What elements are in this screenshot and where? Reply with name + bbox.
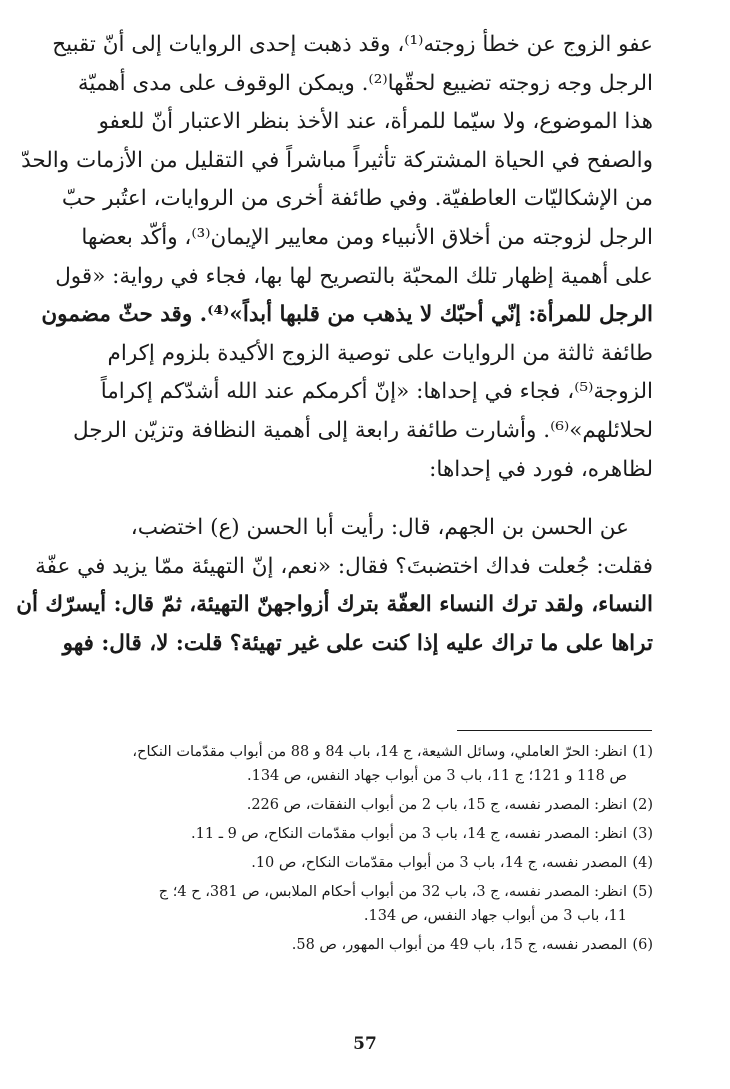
text-line: لظاهره، فورد في إحداها:	[429, 456, 653, 482]
footnote-number: (6)	[632, 937, 653, 953]
text-line: الزوجة⁽⁵⁾، فجاء في إحداها: «إنّ أكرمكم عند الله أشدّكم إكراماً	[100, 379, 653, 405]
text-line: الرجل للمرأة: إنّي أحبّك لا يذهب من قلبها أبداً»⁽⁴⁾. وقد حثّ مضمون	[41, 302, 653, 328]
footnote-number: (1)	[632, 744, 653, 760]
text-line: على أهمية إظهار تلك المحبّة بالتصريح لها بها، فجاء في رواية: «قول	[55, 263, 653, 289]
footnote-item	[78, 933, 653, 957]
footnote-item	[78, 880, 653, 928]
footnote-divider	[457, 730, 652, 731]
footnote-text: المصدر نفسه، ج 14، باب 3 من أبواب مقدّمات النكاح، ص 10.	[251, 855, 627, 871]
footnote-text: انظر: المصدر نفسه، ج 3، باب 32 من أبواب أحكام الملابس، ص 381، ح 4؛ ج	[158, 884, 627, 900]
text-line: فقلت: جُعلت فداك اختضبتَ؟ فقال: «نعم، إنّ التهيئة ممّا يزيد في عفّة	[35, 553, 653, 579]
footnote-text: ص 118 و 121؛ ج 11، باب 3 من أبواب جهاد النفس، ص 134.	[246, 768, 627, 784]
paragraph-2	[16, 509, 653, 663]
text-line: طائفة ثالثة من الروايات على توصية الزوج الأكيدة بلزوم إكرام	[107, 340, 653, 366]
text-line: عفو الزوج عن خطأ زوجته⁽¹⁾، وقد ذهبت إحدى الروايات إلى أنّ تقبيح	[52, 32, 653, 57]
footnote-text: 11، باب 3 من أبواب جهاد النفس، ص 134.	[363, 908, 627, 924]
footnote-text: انظر: الحرّ العاملي، وسائل الشيعة، ج 14، باب 84 و 88 من أبواب مقدّمات النكاح،	[132, 744, 627, 760]
text-line: الرجل وجه زوجته تضييع لحقّها⁽²⁾. ويمكن الوقوف على مدى أهميّة	[77, 70, 653, 96]
footnote-text: انظر: المصدر نفسه، ج 15، باب 2 من أبواب النفقات، ص 226.	[246, 797, 627, 813]
text-line: الرجل لزوجته من أخلاق الأنبياء ومن معايير الإيمان⁽³⁾، وأكّد بعضها	[81, 224, 653, 250]
footnote-item	[78, 822, 653, 846]
page-number: 57	[353, 1034, 377, 1054]
footnote-text: المصدر نفسه، ج 15، باب 49 من أبواب المهور، ص 58.	[291, 937, 627, 953]
paragraph-1	[21, 26, 653, 489]
footnote-item	[78, 740, 653, 788]
text-line: لحلائلهم»⁽⁶⁾. وأشارت طائفة رابعة إلى أهمية النظافة وتزيّن الرجل	[72, 417, 653, 443]
text-line: النساء، ولقد ترك النساء العفّة بترك أزواجهنّ التهيئة، ثمّ قال: أيسرّك أن	[16, 592, 653, 618]
text-line: تراها على ما تراك عليه إذا كنت على غير تهيئة؟ قلت: لا، قال: فهو	[62, 630, 653, 656]
footnote-number: (2)	[632, 797, 653, 813]
footnote-item	[78, 851, 653, 875]
main-text	[16, 26, 653, 664]
footnote-number: (3)	[632, 826, 653, 842]
footnote-number: (5)	[632, 884, 653, 900]
text-line: عن الحسن بن الجهم، قال: رأيت أبا الحسن (ع) اختضب،	[130, 515, 629, 541]
footnote-number: (4)	[632, 855, 653, 871]
text-line: والصفح في الحياة المشتركة تأثيراً مباشراً في التقليل من الأزمات والحدّ	[21, 147, 653, 173]
footnote-text: انظر: المصدر نفسه، ج 14، باب 3 من أبواب مقدّمات النكاح، ص 9 ـ 11.	[191, 826, 627, 842]
footnotes	[78, 740, 653, 962]
footnote-item	[78, 793, 653, 817]
text-line: من الإشكاليّات العاطفيّة. وفي طائفة أخرى من الروايات، اعتُبر حبّ	[61, 186, 653, 212]
text-line: هذا الموضوع، ولا سيّما للمرأة، عند الأخذ بنظر الاعتبار أنّ للعفو	[98, 109, 653, 135]
